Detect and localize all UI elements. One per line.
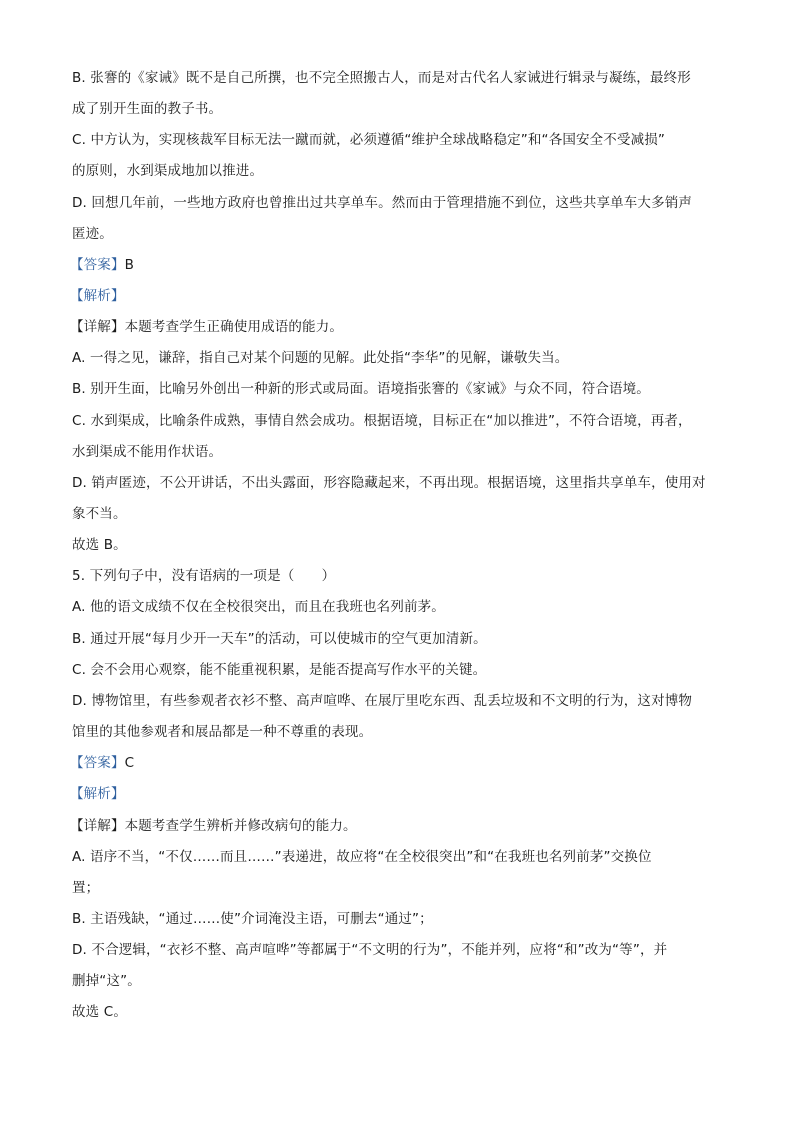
q5-option-a: A. 他的语文成绩不仅在全校很突出，而且在我班也名列前茅。	[72, 599, 445, 615]
q5-explain-a-line-1: A. 语序不当，“不仅……而且……”表递进，故应将“在全校很突出”和“在我班也名列前茅”交换位	[72, 849, 652, 865]
q4-answer-value: B	[124, 257, 135, 273]
q5-stem: 5. 下列句子中，没有语病的一项是（ ）	[72, 568, 336, 584]
q5-detail-tag: 【详解】	[70, 818, 125, 834]
q4-answer-row	[70, 256, 134, 274]
q4-explain-a: A. 一得之见，谦辞，指自己对某个问题的见解。此处指“李华”的见解，谦敬失当。	[72, 350, 569, 366]
q4-explain-d-line-2: 象不当。	[72, 506, 127, 522]
q4-explain-d-line-1: D. 销声匿迹，不公开讲话，不出头露面，形容隐藏起来，不再出现。根据语境，这里指共享单车，使用对	[72, 475, 706, 491]
q4-explain-c-line-2: 水到渠成不能用作状语。	[72, 444, 223, 460]
q4-detail-tag: 【详解】	[70, 319, 125, 335]
q4-answer-tag: 【答案】	[70, 257, 125, 273]
q4-detail-row	[70, 318, 343, 336]
q4-conclusion: 故选 B。	[72, 537, 127, 553]
q5-analysis-row	[70, 785, 125, 803]
q5-option-b: B. 通过开展“每月少开一天车”的活动，可以使城市的空气更加清新。	[72, 631, 487, 647]
q4-detail-text: 本题考查学生正确使用成语的能力。	[124, 319, 344, 335]
q5-detail-text: 本题考查学生辨析并修改病句的能力。	[124, 818, 357, 834]
q5-explain-d-line-1: D. 不合逻辑，“衣衫不整、高声喧哗”等都属于“不文明的行为”，不能并列，应将“和”改为“等”，并	[72, 942, 668, 958]
q4-analysis-row	[70, 287, 125, 305]
q4-option-b-line-1: B. 张謇的《家诫》既不是自己所撰，也不完全照搬古人，而是对古代名人家诫进行辑录与凝练，最终形	[72, 70, 691, 86]
q5-option-d-line-2: 馆里的其他参观者和展品都是一种不尊重的表现。	[72, 724, 373, 740]
q5-analysis-tag: 【解析】	[70, 786, 125, 802]
q5-conclusion: 故选 C。	[72, 1004, 127, 1020]
q4-option-d-line-2: 匿迹。	[72, 226, 113, 242]
q4-explain-c-line-1: C. 水到渠成，比喻条件成熟，事情自然会成功。根据语境，目标正在“加以推进”，不符合语境，再者，	[72, 413, 692, 429]
q5-option-c: C. 会不会用心观察，能不能重视积累，是能否提高写作水平的关键。	[72, 662, 487, 678]
q4-explain-b: B. 别开生面，比喻另外创出一种新的形式或局面。语境指张謇的《家诫》与众不同，符合语境。	[72, 381, 650, 397]
q5-answer-value: C	[124, 755, 135, 771]
q4-option-c-line-2: 的原则，水到渠成地加以推进。	[72, 163, 264, 179]
q5-option-d-line-1: D. 博物馆里，有些参观者衣衫不整、高声喧哗、在展厅里吃东西、乱丢垃圾和不文明的行为，这对博物	[72, 693, 693, 709]
q5-answer-tag: 【答案】	[70, 755, 125, 771]
q5-explain-d-line-2: 删掉“这”。	[72, 973, 141, 989]
q4-option-c-line-1: C. 中方认为，实现核裁军目标无法一蹴而就，必须遵循“维护全球战略稳定”和“各国安全不受减损”	[72, 132, 666, 148]
q4-analysis-tag: 【解析】	[70, 288, 125, 304]
q4-option-d-line-1: D. 回想几年前，一些地方政府也曾推出过共享单车。然而由于管理措施不到位，这些共享单车大多销声	[72, 195, 693, 211]
q5-explain-b: B. 主语残缺，“通过……使”介词淹没主语，可删去“通过”；	[72, 911, 433, 927]
q5-answer-row	[70, 754, 134, 772]
q4-option-b-line-2: 成了别开生面的教子书。	[72, 101, 223, 117]
q5-explain-a-line-2: 置；	[72, 880, 100, 896]
q5-detail-row	[70, 817, 357, 835]
